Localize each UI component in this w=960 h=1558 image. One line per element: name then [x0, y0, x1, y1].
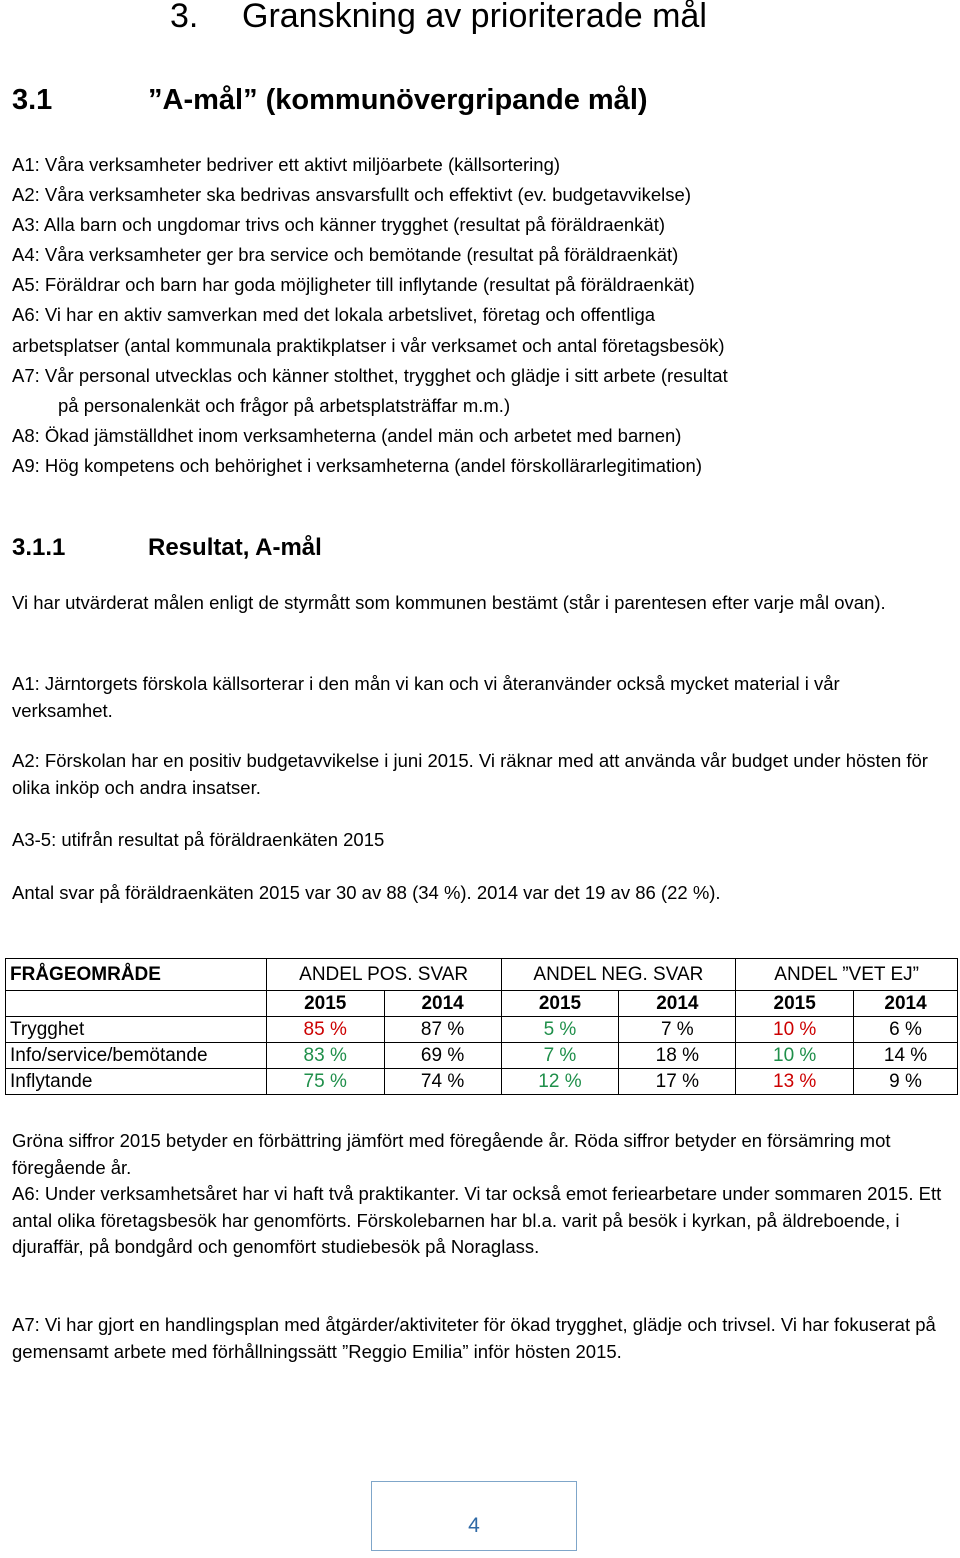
- a1-paragraph: A1: Järntorgets förskola källsorterar i den mån vi kan och vi återanvänder också mycket material i vår verksamhet.: [12, 673, 840, 721]
- table-value-cell: 7 %: [501, 1043, 619, 1069]
- page-number: 4: [468, 1514, 480, 1537]
- table-year-cell: 2015: [736, 991, 854, 1017]
- goal-line: A7: Vår personal utvecklas och känner stolthet, trygghet och glädje i sitt arbete (resultat: [12, 364, 728, 386]
- table-year-cell: 2015: [266, 991, 384, 1017]
- section-heading-title: ”A-mål” (kommunövergripande mål): [148, 84, 648, 116]
- table-value-cell: 18 %: [619, 1043, 736, 1069]
- table-value-cell: 5 %: [501, 1017, 619, 1043]
- answers-paragraph: Antal svar på föräldraenkäten 2015 var 30 av 88 (34 %). 2014 var det 19 av 86 (22 %).: [12, 882, 721, 903]
- page-footer: [371, 1481, 577, 1551]
- page-heading-number: 3.: [170, 0, 199, 35]
- table-value-cell: 87 %: [384, 1017, 501, 1043]
- table-header-cell: ANDEL NEG. SVAR: [501, 959, 736, 991]
- goal-line: A5: Föräldrar och barn har goda möjligheter till inflytande (resultat på föräldraenkät): [12, 274, 695, 296]
- a2-paragraph: A2: Förskolan har en positiv budgetavvikelse i juni 2015. Vi räknar med att använda vår budget under hösten för olika inköp och andra insatser.: [12, 750, 928, 798]
- table-header-cell: ANDEL ”VET EJ”: [736, 959, 958, 991]
- goal-line: A8: Ökad jämställdhet inom verksamheterna (andel män och arbetet med barnen): [12, 424, 682, 446]
- table-area-cell: Info/service/bemötande: [6, 1043, 267, 1069]
- a3-5-paragraph: A3-5: utifrån resultat på föräldraenkäten 2015: [12, 829, 385, 850]
- table-area-cell: Trygghet: [6, 1017, 267, 1043]
- table-value-cell: 10 %: [736, 1043, 854, 1069]
- table-row: [6, 1069, 958, 1095]
- table-value-cell: 85 %: [266, 1017, 384, 1043]
- table-year-cell: 2014: [384, 991, 501, 1017]
- table-year-cell: 2014: [619, 991, 736, 1017]
- table-value-cell: 7 %: [619, 1017, 736, 1043]
- subsection-heading-number: 3.1.1: [12, 534, 66, 561]
- goal-line: A1: Våra verksamheter bedriver ett aktivt miljöarbete (källsortering): [12, 154, 561, 175]
- table-header-cell: FRÅGEOMRÅDE: [6, 959, 267, 991]
- section-heading-number: 3.1: [12, 84, 53, 116]
- table-value-cell: 75 %: [266, 1069, 384, 1095]
- a7-paragraph: A7: Vi har gjort en handlingsplan med åtgärder/aktiviteter för ökad trygghet, glädje och trivsel. Vi har fokuserat på gemensamt arbete med förhållningssätt ”Reggio Emilia” inför hösten 2015.: [12, 1314, 936, 1362]
- goal-line: A3: Alla barn och ungdomar trivs och känner trygghet (resultat på föräldraenkät): [12, 214, 665, 236]
- a6-paragraph: A6: Under verksamhetsåret har vi haft två praktikanter. Vi tar också emot feriearbetare under sommaren 2015. Ett antal olika företagsbesök har genomförts. Förskolebarnen har bl.a. varit på besök i kyrkan, på äldreboende, i djuraffär, på bondgård och genomfört studiebesök på Noraglass.: [12, 1183, 942, 1257]
- table-row: [6, 1017, 958, 1043]
- goal-line: A2: Våra verksamheter ska bedrivas ansvarsfullt och effektivt (ev. budgetavvikelse): [12, 184, 691, 206]
- table-value-cell: 6 %: [854, 1017, 958, 1043]
- goal-line: arbetsplatser (antal kommunala praktikplatser i vår verksamet och antal företagsbesök): [12, 334, 725, 356]
- table-year-cell: 2015: [501, 991, 619, 1017]
- table-header-row: [6, 959, 958, 991]
- table-year-row: [6, 991, 958, 1017]
- legend-paragraph: Gröna siffror 2015 betyder en förbättring jämfört med föregående år. Röda siffror betyder en försämring mot föregående år.: [12, 1130, 891, 1178]
- table-row: [6, 1043, 958, 1069]
- results-table: [5, 958, 958, 1095]
- table-area-cell: Inflytande: [6, 1069, 267, 1095]
- table-value-cell: 69 %: [384, 1043, 501, 1069]
- subsection-heading: [12, 530, 322, 566]
- section-heading: [12, 80, 648, 120]
- intro-paragraph: Vi har utvärderat målen enligt de styrmått som kommunen bestämt (står i parentesen efter varje mål ovan).: [12, 592, 886, 613]
- table-value-cell: 74 %: [384, 1069, 501, 1095]
- subsection-heading-title: Resultat, A-mål: [148, 534, 322, 561]
- table-value-cell: 17 %: [619, 1069, 736, 1095]
- page-heading: [170, 0, 707, 38]
- table-year-cell: 2014: [854, 991, 958, 1017]
- page-heading-title: Granskning av prioriterade mål: [242, 0, 707, 35]
- table-header-cell: ANDEL POS. SVAR: [266, 959, 501, 991]
- goal-line: på personalenkät och frågor på arbetsplatsträffar m.m.): [58, 394, 511, 416]
- goals-list: [12, 150, 952, 481]
- table-empty-cell: [6, 991, 267, 1017]
- goal-line: A4: Våra verksamheter ger bra service och bemötande (resultat på föräldraenkät): [12, 244, 679, 266]
- goal-line: A6: Vi har en aktiv samverkan med det lokala arbetslivet, företag och offentliga: [12, 304, 656, 326]
- table-value-cell: 12 %: [501, 1069, 619, 1095]
- table-value-cell: 83 %: [266, 1043, 384, 1069]
- table-value-cell: 13 %: [736, 1069, 854, 1095]
- table-value-cell: 10 %: [736, 1017, 854, 1043]
- table-value-cell: 14 %: [854, 1043, 958, 1069]
- table-value-cell: 9 %: [854, 1069, 958, 1095]
- goal-line: A9: Hög kompetens och behörighet i verksamheterna (andel förskollärarlegitimation): [12, 454, 702, 476]
